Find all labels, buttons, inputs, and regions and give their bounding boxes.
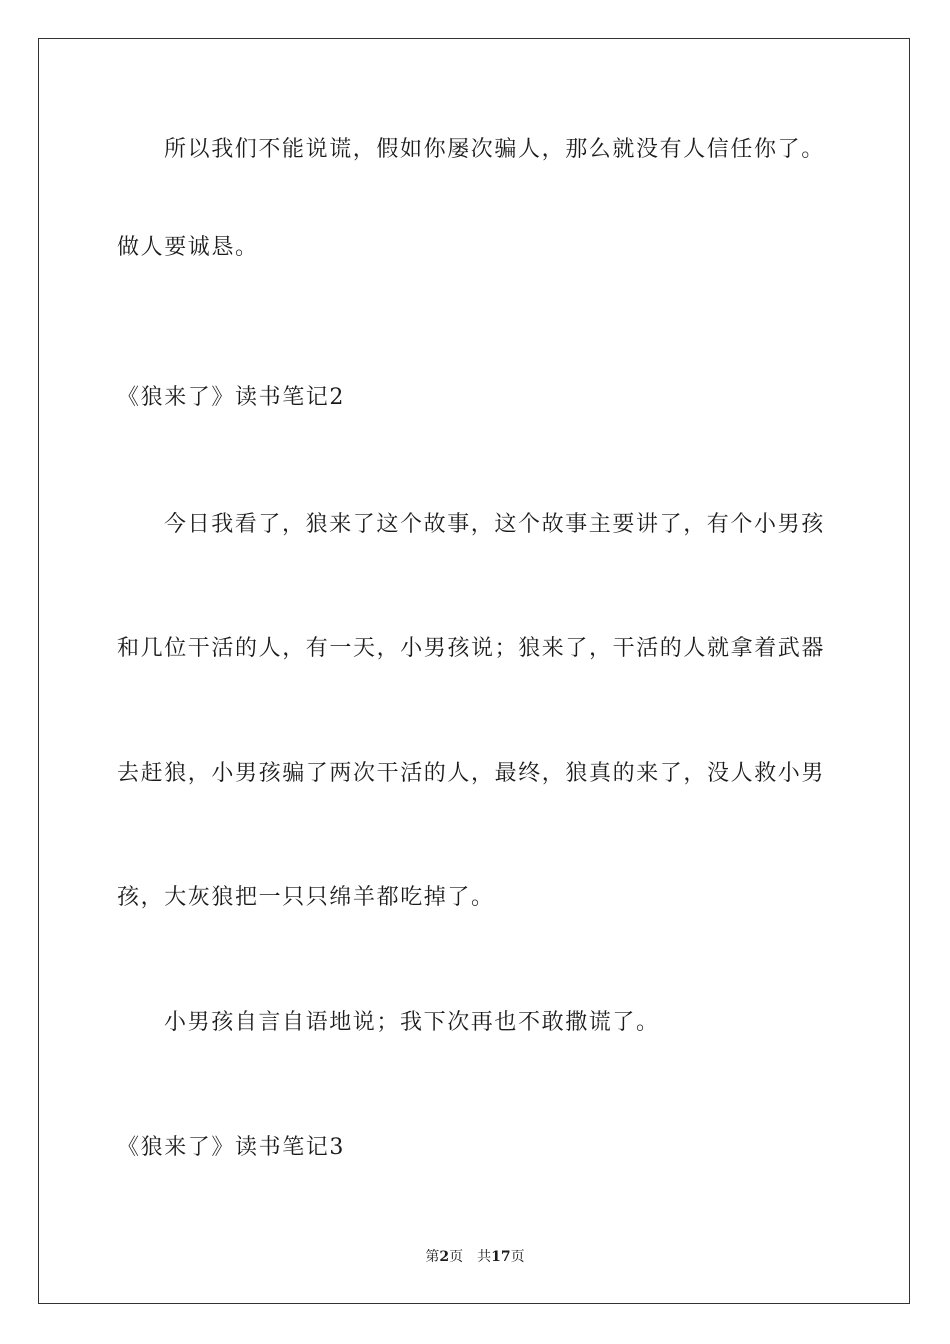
paragraph-line-7: 小男孩自言自语地说；我下次再也不敢撒谎了。 <box>164 1010 660 1035</box>
footer-total-pages: 17 <box>491 1249 511 1265</box>
paragraph-line-1: 所以我们不能说谎，假如你屡次骗人，那么就没有人信任你了。 <box>164 137 825 162</box>
footer-page-prefix: 第 <box>425 1249 440 1265</box>
section-heading-3: 《狼来了》读书笔记3 <box>117 1135 345 1160</box>
paragraph-line-2: 做人要诚恳。 <box>117 235 259 260</box>
section-heading-2: 《狼来了》读书笔记2 <box>117 385 345 410</box>
footer-total-suffix: 页 <box>510 1249 525 1265</box>
paragraph-line-3: 今日我看了，狼来了这个故事，这个故事主要讲了，有个小男孩 <box>164 512 825 537</box>
footer-page-number: 2 <box>439 1249 450 1265</box>
paragraph-line-6: 孩，大灰狼把一只只绵羊都吃掉了。 <box>117 885 495 910</box>
paragraph-line-4: 和几位干活的人，有一天，小男孩说；狼来了，干活的人就拿着武器 <box>117 636 826 661</box>
page-footer <box>0 1246 950 1266</box>
page-border <box>38 38 910 1304</box>
footer-total-prefix: 共 <box>477 1249 492 1265</box>
paragraph-line-5: 去赶狼，小男孩骗了两次干活的人，最终，狼真的来了，没人救小男 <box>117 761 826 786</box>
footer-page-suffix: 页 <box>449 1249 464 1265</box>
